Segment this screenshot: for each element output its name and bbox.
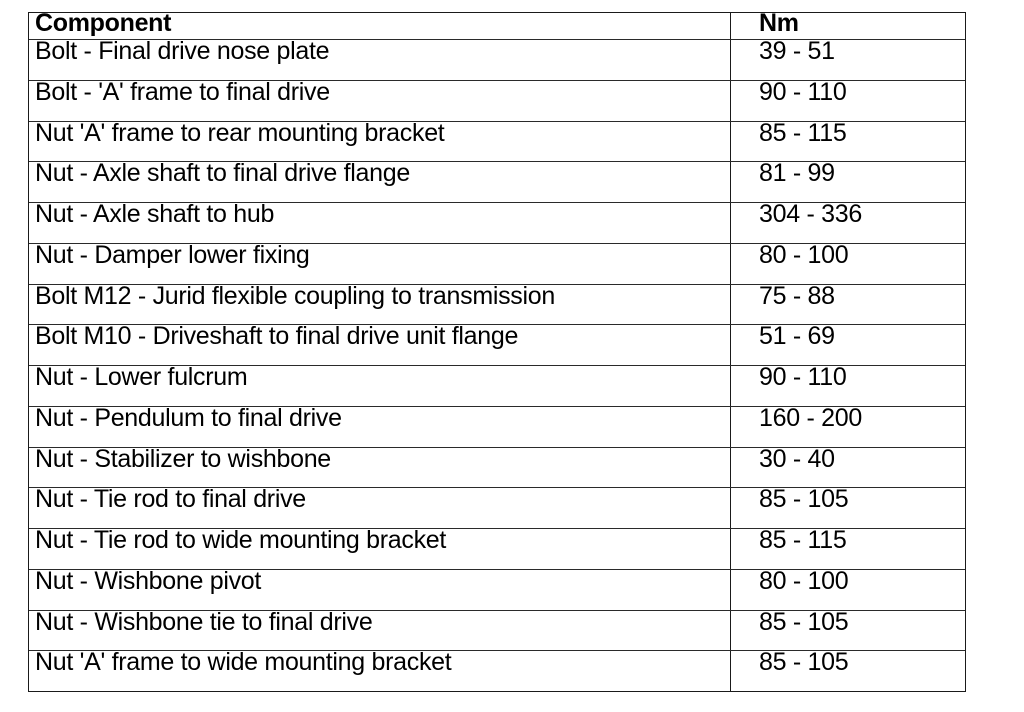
- torque-table: [28, 9, 966, 692]
- nm-cell: 85 - 105: [759, 608, 849, 636]
- table-row: [29, 447, 965, 488]
- component-cell: Nut - Wishbone pivot: [35, 567, 262, 595]
- nm-cell: 80 - 100: [759, 241, 849, 269]
- nm-cell: 85 - 115: [759, 526, 847, 554]
- table-row: [29, 202, 965, 243]
- component-cell: Bolt - Final drive nose plate: [35, 37, 330, 65]
- table-row: [29, 610, 965, 651]
- component-cell: Nut - Damper lower fixing: [35, 241, 310, 269]
- table-row: [29, 121, 965, 162]
- table-row: [29, 650, 965, 691]
- table-row: [29, 487, 965, 528]
- nm-cell: 51 - 69: [759, 322, 835, 350]
- component-cell: Bolt M10 - Driveshaft to final drive unit flange: [35, 322, 519, 350]
- table-row: [29, 284, 965, 325]
- component-cell: Nut - Wishbone tie to final drive: [35, 608, 373, 636]
- component-cell: Bolt M12 - Jurid flexible coupling to transmission: [35, 282, 555, 310]
- table-row: [29, 528, 965, 569]
- component-cell: Nut - Lower fulcrum: [35, 363, 248, 391]
- nm-cell: 160 - 200: [759, 404, 862, 432]
- nm-cell: 30 - 40: [759, 445, 835, 473]
- table-row: [29, 324, 965, 365]
- header-nm: Nm: [759, 9, 799, 37]
- nm-cell: 85 - 105: [759, 485, 849, 513]
- component-cell: Nut 'A' frame to wide mounting bracket: [35, 648, 452, 676]
- component-cell: Nut 'A' frame to rear mounting bracket: [35, 119, 445, 147]
- component-cell: Nut - Stabilizer to wishbone: [35, 445, 331, 473]
- nm-cell: 85 - 105: [759, 648, 849, 676]
- nm-cell: 90 - 110: [759, 363, 847, 391]
- component-cell: Nut - Axle shaft to final drive flange: [35, 159, 410, 187]
- component-cell: Bolt - 'A' frame to final drive: [35, 78, 330, 106]
- header-component: Component: [35, 9, 172, 37]
- nm-cell: 75 - 88: [759, 282, 835, 310]
- table-row: [29, 365, 965, 406]
- nm-cell: 90 - 110: [759, 78, 847, 106]
- component-cell: Nut - Tie rod to wide mounting bracket: [35, 526, 447, 554]
- table-row: [29, 243, 965, 284]
- table-row: [29, 161, 965, 202]
- table-header-row: [29, 9, 965, 39]
- table-row: [29, 406, 965, 447]
- table-row: [29, 80, 965, 121]
- table-row: [29, 39, 965, 80]
- table-row: [29, 569, 965, 610]
- nm-cell: 304 - 336: [759, 200, 862, 228]
- component-cell: Nut - Tie rod to final drive: [35, 485, 306, 513]
- nm-cell: 80 - 100: [759, 567, 849, 595]
- nm-cell: 81 - 99: [759, 159, 835, 187]
- component-cell: Nut - Pendulum to final drive: [35, 404, 342, 432]
- nm-cell: 85 - 115: [759, 119, 847, 147]
- nm-cell: 39 - 51: [759, 37, 835, 65]
- component-cell: Nut - Axle shaft to hub: [35, 200, 275, 228]
